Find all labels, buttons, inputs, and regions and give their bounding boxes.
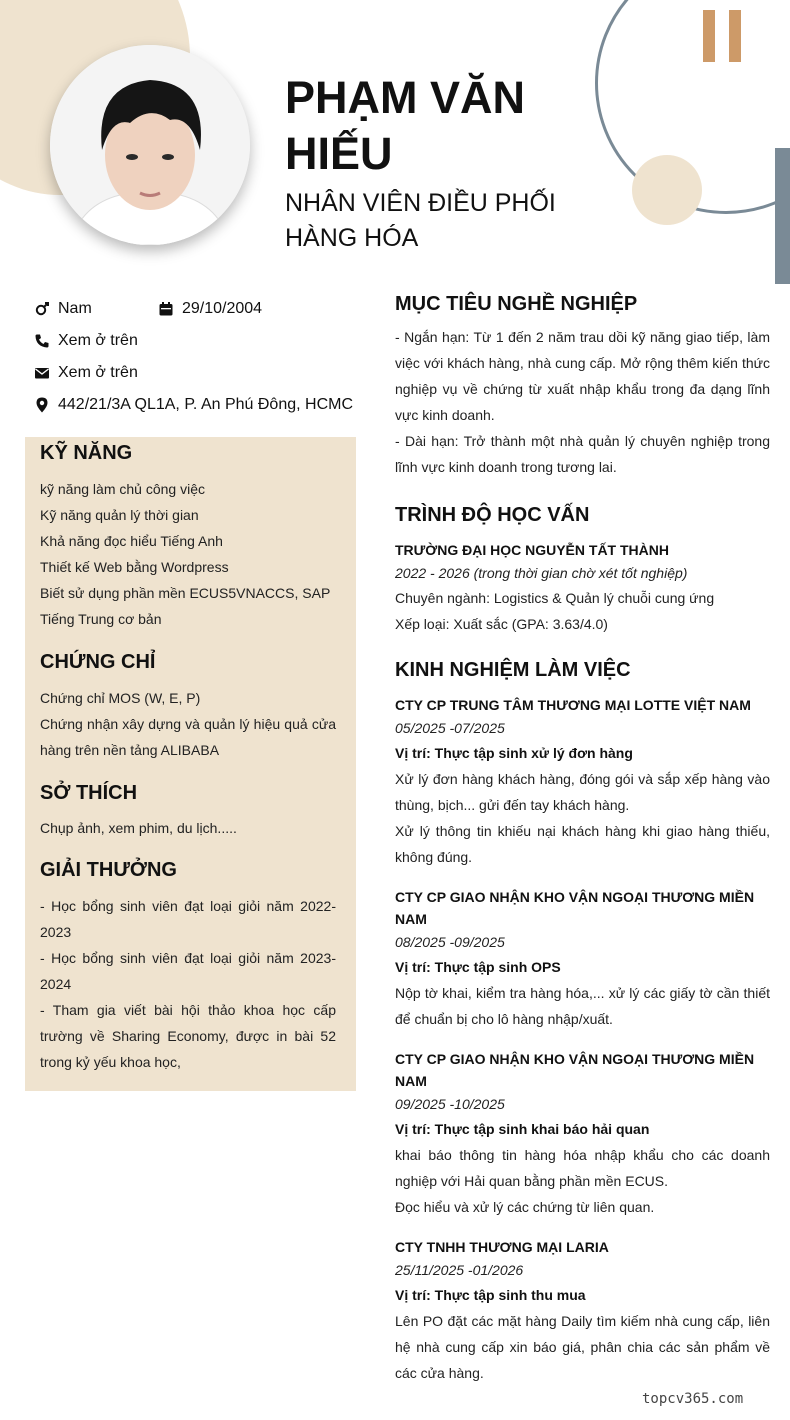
candidate-name: PHẠM VĂN HIẾU bbox=[285, 72, 526, 179]
gender-icon bbox=[34, 301, 50, 317]
job-role: Vị trí: Thực tập sinh khai báo hải quan bbox=[395, 1121, 650, 1137]
contact-info bbox=[34, 293, 374, 421]
education-period: 2022 - 2026 (trong thời gian chờ xét tốt nghiệp) bbox=[395, 565, 688, 581]
job-title: NHÂN VIÊN ĐIỀU PHỐI HÀNG HÓA bbox=[285, 189, 556, 252]
skills-heading: KỸ NĂNG bbox=[40, 442, 133, 464]
job-company: CTY CP TRUNG TÂM THƯƠNG MẠI LOTTE VIỆT NAM bbox=[395, 697, 751, 713]
job-period: 08/2025 -09/2025 bbox=[395, 934, 505, 950]
phone-value: Xem ở trên bbox=[58, 332, 138, 349]
job-period: 25/11/2025 -01/2026 bbox=[395, 1262, 524, 1278]
left-panel bbox=[25, 437, 356, 1091]
job-period: 09/2025 -10/2025 bbox=[395, 1096, 505, 1112]
skill-item: Tiếng Trung cơ bản bbox=[40, 611, 162, 627]
job-role: Vị trí: Thực tập sinh OPS bbox=[395, 959, 561, 975]
award-item: - Tham gia viết bài hội thảo khoa học cấp trường về Sharing Economy, được in bài 52 trong kỷ yếu khoa học, bbox=[40, 1002, 336, 1070]
skill-item: Kỹ năng quản lý thời gian bbox=[40, 507, 199, 523]
school-name: TRƯỜNG ĐẠI HỌC NGUYỄN TẤT THÀNH bbox=[395, 542, 669, 558]
decorative-strip bbox=[775, 148, 790, 284]
email-value: Xem ở trên bbox=[58, 364, 138, 381]
gender-item bbox=[34, 300, 158, 318]
address-value: 442/21/3A QL1A, P. An Phú Đông, HCMC bbox=[58, 396, 353, 413]
hobbies-text: Chụp ảnh, xem phim, du lịch..... bbox=[40, 820, 237, 836]
job-entry bbox=[395, 694, 770, 870]
skill-item: Khả năng đọc hiểu Tiếng Anh bbox=[40, 533, 223, 549]
phone-icon bbox=[34, 333, 50, 349]
education-heading: TRÌNH ĐỘ HỌC VẤN bbox=[395, 504, 590, 526]
decorative-dot bbox=[632, 155, 702, 225]
awards-heading: GIẢI THƯỞNG bbox=[40, 859, 177, 881]
job-entry bbox=[395, 886, 770, 1032]
skills-list bbox=[40, 476, 336, 632]
objective-short-term: - Ngắn hạn: Từ 1 đến 2 năm trau dồi kỹ năng giao tiếp, làm việc với khách hàng, nhà cung cấp. Mở rộng thêm kiến thức nghiệp vụ về chứng từ xuất nhập khẩu trong đa dạng lĩnh vực kinh doanh. bbox=[395, 329, 770, 423]
certificates-list bbox=[40, 685, 336, 763]
birthday-item bbox=[158, 300, 262, 318]
certificate-item: Chứng chỉ MOS (W, E, P) bbox=[40, 690, 201, 706]
profile-photo bbox=[50, 45, 250, 245]
objective-section bbox=[395, 293, 770, 480]
contact-row-email bbox=[34, 357, 374, 389]
job-description: Xử lý thông tin khiếu nại khách hàng khi giao hàng thiếu, không đúng. bbox=[395, 823, 770, 865]
footer-site: topcv365.com bbox=[642, 1391, 744, 1407]
experience-heading: KINH NGHIỆM LÀM VIỆC bbox=[395, 659, 631, 681]
gender-value: Nam bbox=[58, 300, 92, 317]
job-period: 05/2025 -07/2025 bbox=[395, 720, 505, 736]
education-section bbox=[395, 504, 770, 637]
job-description: Nộp tờ khai, kiểm tra hàng hóa,... xử lý các giấy tờ cần thiết để chuẩn bị cho lô hàng nhập/xuất. bbox=[395, 985, 770, 1027]
job-company: CTY CP GIAO NHẬN KHO VẬN NGOẠI THƯƠNG MIỀN NAM bbox=[395, 889, 755, 927]
certificate-item: Chứng nhận xây dựng và quản lý hiệu quả cửa hàng trên nền tảng ALIBABA bbox=[40, 716, 336, 758]
job-description: Xử lý đơn hàng khách hàng, đóng gói và sắp xếp hàng vào thùng, bịch... gửi đến tay khách hàng. bbox=[395, 771, 770, 813]
education-major: Chuyên ngành: Logistics & Quản lý chuỗi cung ứng bbox=[395, 590, 715, 606]
education-grade: Xếp loại: Xuất sắc (GPA: 3.63/4.0) bbox=[395, 616, 608, 632]
objective-long-term: - Dài hạn: Trở thành một nhà quản lý chuyên nghiệp trong lĩnh vực kinh doanh trong tương lai. bbox=[395, 433, 770, 475]
job-company: CTY CP GIAO NHẬN KHO VẬN NGOẠI THƯƠNG MIỀN NAM bbox=[395, 1051, 755, 1089]
contact-row-address bbox=[34, 389, 374, 421]
award-item: - Học bổng sinh viên đạt loại giỏi năm 2022-2023 bbox=[40, 898, 336, 940]
job-role: Vị trí: Thực tập sinh xử lý đơn hàng bbox=[395, 745, 633, 761]
awards-list bbox=[40, 893, 336, 1075]
person-photo-icon bbox=[50, 45, 250, 245]
job-entry bbox=[395, 1048, 770, 1220]
job-description: Đọc hiểu và xử lý các chứng từ liên quan. bbox=[395, 1199, 655, 1215]
award-item: - Học bổng sinh viên đạt loại giỏi năm 2023-2024 bbox=[40, 950, 336, 992]
job-description: khai báo thông tin hàng hóa nhập khẩu cho các doanh nghiệp với Hải quan bằng phần mền ECUS. bbox=[395, 1147, 770, 1189]
email-icon bbox=[34, 365, 50, 381]
job-company: CTY TNHH THƯƠNG MẠI LARIA bbox=[395, 1239, 609, 1255]
decorative-bar bbox=[729, 10, 741, 62]
calendar-icon bbox=[158, 301, 174, 317]
contact-row-phone bbox=[34, 325, 374, 357]
skill-item: Biết sử dụng phần mền ECUS5VNACCS, SAP bbox=[40, 585, 331, 601]
certificates-heading: CHỨNG CHỈ bbox=[40, 651, 156, 673]
contact-row-personal bbox=[34, 293, 374, 325]
decorative-bar bbox=[703, 10, 715, 62]
skill-item: Thiết kế Web bằng Wordpress bbox=[40, 559, 229, 575]
hobbies-heading: SỞ THÍCH bbox=[40, 782, 138, 804]
experience-section bbox=[395, 659, 770, 1386]
birthday-value: 29/10/2004 bbox=[182, 300, 263, 317]
location-pin-icon bbox=[34, 397, 50, 413]
job-role: Vị trí: Thực tập sinh thu mua bbox=[395, 1287, 586, 1303]
job-entry bbox=[395, 1236, 770, 1386]
objective-heading: MỤC TIÊU NGHỀ NGHIỆP bbox=[395, 293, 638, 315]
skill-item: kỹ năng làm chủ công việc bbox=[40, 481, 205, 497]
job-description: Lên PO đặt các mặt hàng Daily tìm kiếm nhà cung cấp, liên hệ nhà cung cấp xin báo giá, phân chia các sản phẩm về các cửa hàng. bbox=[395, 1313, 770, 1381]
